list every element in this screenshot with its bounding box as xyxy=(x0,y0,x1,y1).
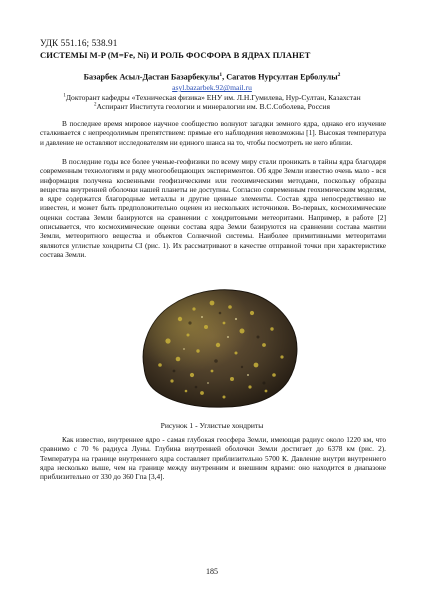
authors-line xyxy=(0,72,424,82)
paragraph-3 xyxy=(40,435,386,481)
author-2: Сагатов Нурсултан Ерболулы xyxy=(226,72,338,82)
author-email-link[interactable]: asyl.bazarbek.92@mail.ru xyxy=(172,83,252,92)
paragraph-2-text: В последние годы все более ученые-геофизики по всему миру стали проникать в тайны ядра благодаря современным технологиям и ряду многообещающих экспериментов. Об ядре Земли известно очень мало - вся информация получена косвенными геофизическими или геохимическими методами, поскольку образцы вещества внутренней оболочки нашей планеты не доступны. Согласно современным геохимическим моделям, в ядре содержатся благородные металлы и другие ценные элементы. Состав ядра непосредственно не известен, и может быть предположительно оценен из нескольких источников. Во-первых, космохимические оценки состава Земли базируются на сравнении с хондритовыми метеоритами. Например, в работе [2] описывается, что космохимические оценки состава ядра Земли базируются на сравнении состава мантии Земли, метеоритного вещества и объектов Солнечной системы. Наиболее примитивными метеоритами являются углистые хондриты CI (рис. 1). Их рассматривают в качестве отправной точки при характеристике состава Земли. xyxy=(40,157,386,259)
author-1: Базарбек Асыл-Дастан Базарбекулы xyxy=(83,72,220,82)
affiliation-2-text: Аспирант Института геологии и минералогии им. В.С.Соболева, Россия xyxy=(96,102,330,111)
affiliation-1-text: Докторант кафедры «Техническая физика» ЕНУ им. Л.Н.Гумилева, Нур-Султан, Казахстан xyxy=(65,93,361,102)
paragraph-3-text: Как известно, внутреннее ядро - самая глубокая геосфера Земли, имеющая радиус около 1220 км, что сравнимо с 70 % радиуса Луны. Глубина внутренней оболочки Земли достигает до 6378 км (рис. 2). Температура на границе внутреннего ядра составляет приблизительно 5700 К. Давление внутри внутреннего ядра несколько выше, чем на границе между внутренним и внешним ядрами: оно находится в диапазоне приблизительно от 330 до 360 Гпа [3,4]. xyxy=(40,435,386,482)
page-number: 185 xyxy=(206,567,218,576)
paper-title: СИСТЕМЫ M-P (M=Fe, Ni) И РОЛЬ ФОСФОРА В ЯДРАХ ПЛАНЕТ xyxy=(40,50,311,60)
chondrite-photo xyxy=(132,279,304,415)
affiliation-1 xyxy=(0,93,424,102)
figure-caption: Рисунок 1 - Углистые хондриты xyxy=(160,421,264,430)
paragraph-1 xyxy=(40,119,386,147)
affiliation-2-sup: 2 xyxy=(94,102,97,108)
paragraph-1-text: В последнее время мировое научное сообщество волнуют загадки земного ядра, однако его изучение сталкивается с непреодолимым препятствием: прямые его наблюдения невозможны [1]. Высокая температура и давление не оставляют исследователям ни единого шанса на то, чтобы посмотреть не него вблизи. xyxy=(40,119,386,147)
paragraph-2 xyxy=(40,157,386,259)
author-2-sup: 2 xyxy=(337,72,341,78)
affiliation-1-sup: 1 xyxy=(63,93,66,99)
author-1-sup: 1 xyxy=(219,72,223,78)
affiliation-2 xyxy=(0,102,424,111)
author-separator: , xyxy=(222,72,227,82)
udk-code: УДК 551.16; 538.91 xyxy=(40,38,118,48)
